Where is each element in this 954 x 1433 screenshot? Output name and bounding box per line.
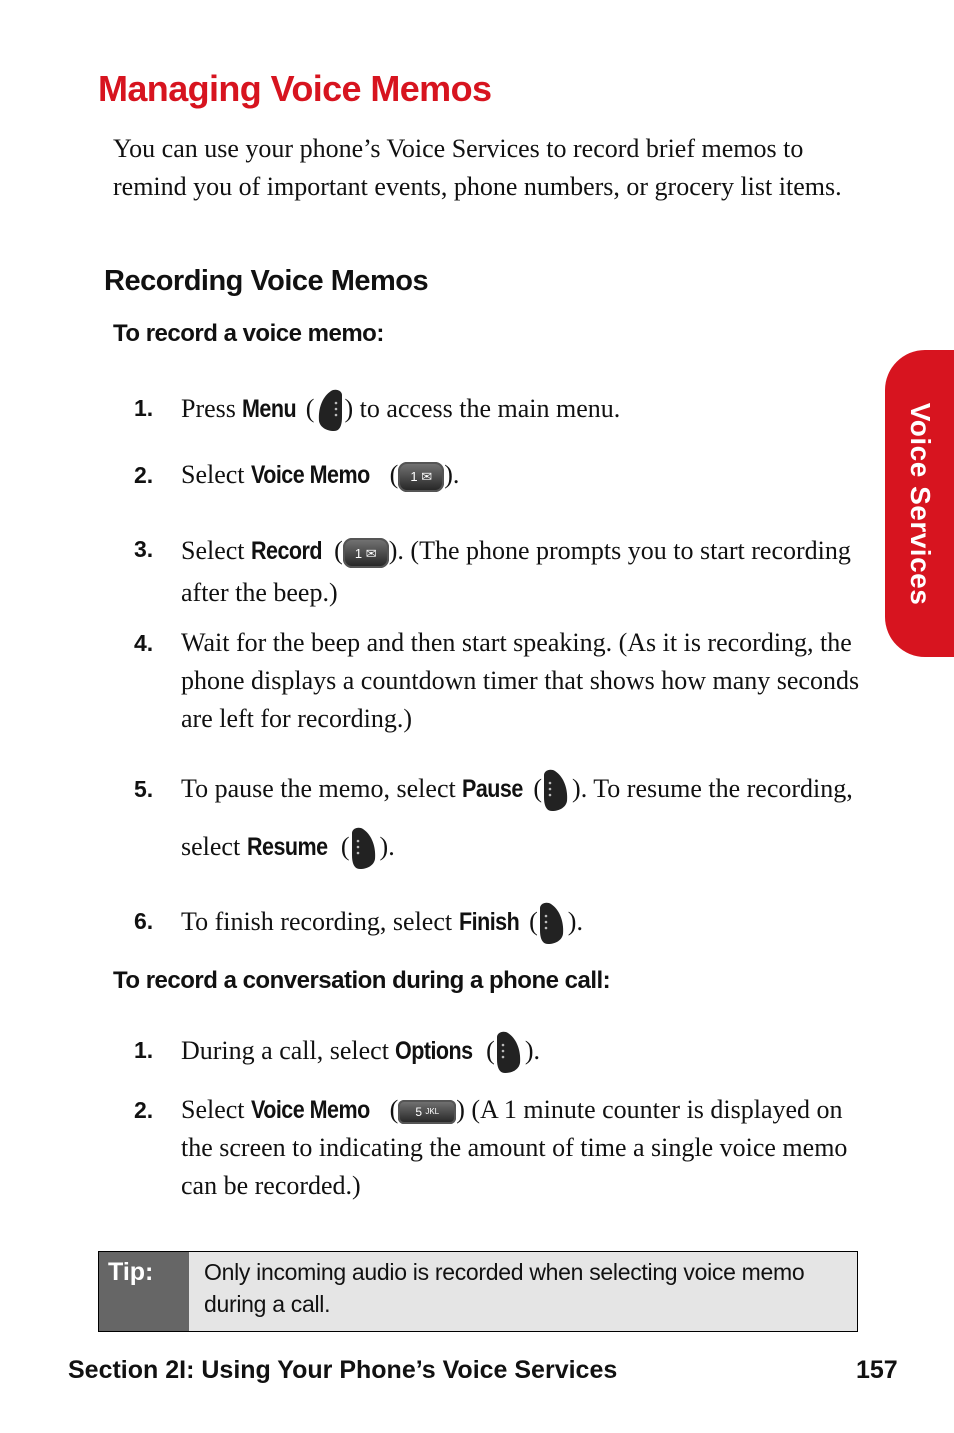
- step-number: 1.: [134, 1037, 154, 1063]
- tip-label: Tip:: [99, 1252, 189, 1331]
- step-item: 1. During a call, select Options ( ).: [134, 1031, 874, 1075]
- step-item: 5. To pause the memo, select Pause ( ). To resume the recording, select Resume ( ).: [134, 770, 874, 876]
- procedure-heading-record-call: To record a conversation during a phone call:: [113, 967, 611, 994]
- right-softkey-icon: [495, 1031, 525, 1075]
- right-softkey-icon: [542, 769, 572, 813]
- page-number: 157: [856, 1356, 898, 1384]
- step-item: 1. Press Menu ( ) to access the main menu.: [134, 389, 874, 433]
- step-text: Wait for the beep and then start speaking. (As it is recording, the phone displays a countdown timer that shows how many seconds are left for recording.): [181, 628, 860, 733]
- step-number: 2.: [134, 462, 154, 488]
- step-item: 3. Select Record ( 1 ✉ ). (The phone prompts you to start recording after the beep.): [134, 530, 874, 613]
- step-text: ) (A 1 minute counter is displayed on the screen to indicating the amount of time a single voice memo can be recorded.): [181, 1095, 848, 1200]
- step-text: ).: [379, 832, 395, 861]
- step-number: 6.: [134, 908, 154, 934]
- finish-command: Finish: [458, 907, 519, 936]
- step-number: 3.: [134, 536, 154, 562]
- options-command: Options: [395, 1036, 474, 1065]
- voice-memo-command: Voice Memo: [251, 461, 370, 489]
- side-tab-label: Voice Services: [904, 402, 936, 605]
- step-number: 2.: [134, 1097, 154, 1123]
- step-item: 2. Select Voice Memo ( 5 JKL ) (A 1 minute counter is displayed on the screen to indicating the amount of time a single voice memo can be recorded.): [134, 1091, 874, 1205]
- step-item: 2. Select Voice Memo ( 1 ✉ ).: [134, 456, 874, 494]
- section-subhead: Recording Voice Memos: [104, 265, 429, 297]
- voice-memo-command: Voice Memo: [251, 1096, 370, 1124]
- resume-command: Resume: [246, 833, 328, 861]
- right-softkey-icon: [350, 827, 380, 871]
- procedure-heading-record-memo: To record a voice memo:: [113, 320, 384, 347]
- key-1-icon: 1 ✉: [398, 462, 444, 492]
- intro-paragraph: You can use your phone’s Voice Services to record brief memos to remind you of important events, phone numbers, or grocery list items.: [113, 134, 842, 201]
- pause-command: Pause: [462, 775, 523, 803]
- page-title: Managing Voice Memos: [98, 68, 492, 109]
- step-text: Select: [181, 1095, 252, 1124]
- right-softkey-icon: [538, 902, 568, 946]
- footer-section-title: Section 2I: Using Your Phone’s Voice Services: [68, 1356, 618, 1384]
- step-text: During a call, select: [181, 1035, 396, 1065]
- step-text: Press: [181, 393, 243, 423]
- step-text: ).: [567, 906, 583, 936]
- step-text: To pause the memo, select: [181, 774, 463, 803]
- step-text: ). To resume the recording, select: [181, 774, 853, 861]
- step-text: ).: [524, 1035, 540, 1065]
- record-command: Record: [251, 537, 323, 565]
- step-item: 6. To finish recording, select Finish ( ).: [134, 902, 874, 946]
- step-item: [134, 624, 874, 738]
- key-5-icon: 5 JKL: [398, 1100, 456, 1124]
- menu-command: Menu: [242, 394, 297, 423]
- step-number: 5.: [134, 776, 154, 802]
- step-number: 4.: [134, 630, 154, 656]
- step-text: Select: [181, 536, 252, 565]
- step-text: ) to access the main menu.: [344, 393, 621, 423]
- tip-text: Only incoming audio is recorded when selecting voice memo during a call.: [189, 1252, 857, 1331]
- step-text: ). (The phone prompts you to start recording after the beep.): [181, 536, 851, 607]
- step-text: To finish recording, select: [181, 906, 459, 936]
- step-text: Select: [181, 460, 252, 489]
- section-side-tab: [885, 350, 954, 657]
- key-1-icon: 1 ✉: [343, 538, 389, 568]
- step-text: ).: [444, 460, 460, 489]
- tip-box: [98, 1251, 858, 1332]
- left-softkey-icon: [314, 389, 344, 433]
- step-number: 1.: [134, 395, 154, 421]
